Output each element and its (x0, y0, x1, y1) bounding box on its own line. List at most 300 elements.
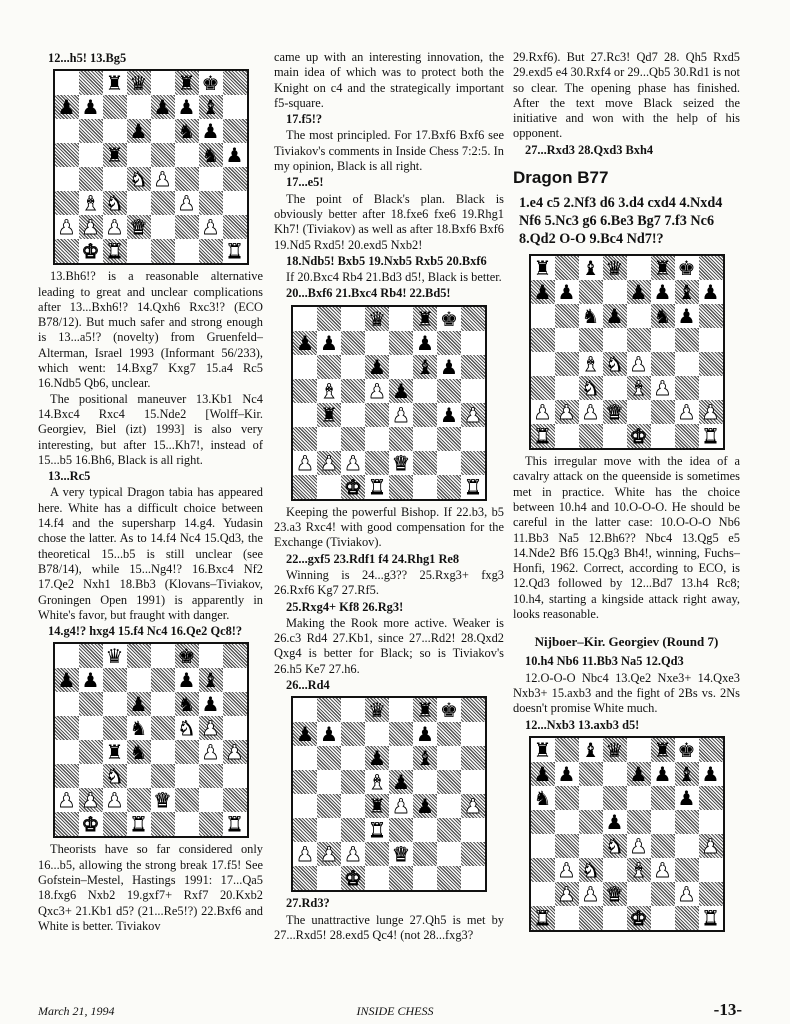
dark-square (651, 786, 675, 810)
dark-square (151, 668, 175, 692)
black-pawn-icon: ♟ (416, 330, 434, 355)
light-square (127, 191, 151, 215)
dark-square (365, 403, 389, 427)
light-square (55, 692, 79, 716)
dark-square (699, 304, 723, 328)
black-pawn-icon: ♟ (677, 785, 696, 810)
dark-square (317, 307, 341, 331)
paragraph: A very typical Dragon tabia has appeared here. White has a difficult choice between 14.f4 and the supersharp 14.g4. Yudasin chose the latter. As to 14.f4 Nc4 15.Qd3, the theoretical 15...b5 is still unclear (see B78/14), while 15...Ng4!? 16.Bxc4 Nf2 17.Qe2 Nxh1 18.Bb3 (Klovans–Tiviakov, Groningen Open 1991) is apparently in White's favor, but fraught with danger. (38, 485, 263, 622)
dark-square (389, 475, 413, 499)
dark-square (151, 764, 175, 788)
dark-square (55, 764, 79, 788)
white-pawn-icon: ♟ (201, 716, 220, 741)
black-pawn-icon: ♟ (629, 280, 648, 305)
dark-square (555, 786, 579, 810)
black-king-icon: ♚ (440, 698, 458, 723)
dark-square (103, 716, 127, 740)
light-square (365, 866, 389, 890)
dark-square (55, 716, 79, 740)
black-pawn-icon: ♟ (557, 280, 576, 305)
black-knight-icon: ♞ (177, 692, 196, 717)
dark-square (151, 239, 175, 263)
black-pawn-icon: ♟ (225, 143, 244, 168)
white-pawn-icon: ♟ (225, 740, 244, 765)
dark-square (413, 451, 437, 475)
light-square (223, 95, 247, 119)
light-square (175, 239, 199, 263)
dark-square (531, 328, 555, 352)
light-square (675, 352, 699, 376)
black-queen-icon: ♛ (105, 644, 124, 669)
black-pawn-icon: ♟ (392, 770, 410, 795)
dark-square (531, 376, 555, 400)
light-square (341, 794, 365, 818)
white-pawn-icon: ♟ (153, 167, 172, 192)
black-queen-icon: ♛ (605, 256, 624, 281)
dark-square (389, 818, 413, 842)
game-heading: Nijboer–Kir. Georgiev (Round 7) (534, 634, 719, 650)
black-knight-icon: ♞ (653, 304, 672, 329)
white-pawn-icon: ♟ (464, 794, 482, 819)
dark-square (675, 858, 699, 882)
light-square (651, 810, 675, 834)
dark-square (317, 355, 341, 379)
chess-diagram (53, 69, 249, 265)
light-square (103, 692, 127, 716)
black-pawn-icon: ♟ (296, 722, 314, 747)
dark-square (293, 866, 317, 890)
paragraph: 13.Bh6!? is a reasonable alternative leading to great and unclear complications after 13...Bxh6!? 14.Qxh6 Rxc3!? (ECO B78/12). But much safer and strong enough is 13...a5!? (novelty) from Gruenfeld–Alterman, Israel 1993 (Informant 56/233), which went: 14.Bxg7 Kxg7 15.a4 Rc5 16.Ndb5 Qb6, unclear. (38, 269, 263, 391)
light-square (293, 355, 317, 379)
light-square (223, 716, 247, 740)
light-square (151, 119, 175, 143)
white-pawn-icon: ♟ (653, 857, 672, 882)
white-bishop-icon: ♝ (629, 857, 648, 882)
dark-square (675, 376, 699, 400)
dark-square (341, 331, 365, 355)
black-knight-icon: ♞ (129, 716, 148, 741)
light-square (293, 403, 317, 427)
light-square (461, 427, 485, 451)
dark-square (127, 788, 151, 812)
paragraph: The point of Black's plan. Black is obviously better after 18.fxe6 fxe6 19.Rhg1 Kh7! (Tiviakov) as well as after 18.Bxf6 Bxf6 19.Nd5 Rxd5! 20.exd5 Nxb2! (274, 191, 504, 252)
dark-square (79, 167, 103, 191)
black-king-icon: ♚ (201, 71, 220, 96)
light-square (317, 427, 341, 451)
light-square (175, 812, 199, 836)
column-2 (274, 50, 504, 943)
chess-diagram (291, 305, 487, 501)
light-square (199, 167, 223, 191)
light-square (341, 307, 365, 331)
black-pawn-icon: ♟ (57, 95, 76, 120)
dark-square (461, 698, 485, 722)
light-square (579, 786, 603, 810)
light-square (365, 427, 389, 451)
white-pawn-icon: ♟ (629, 352, 648, 377)
chess-diagram (529, 736, 725, 932)
black-pawn-icon: ♟ (368, 354, 386, 379)
white-bishop-icon: ♝ (629, 376, 648, 401)
white-pawn-icon: ♟ (57, 215, 76, 240)
light-square (199, 788, 223, 812)
dark-square (79, 119, 103, 143)
black-pawn-icon: ♟ (440, 402, 458, 427)
black-bishop-icon: ♝ (581, 256, 600, 281)
white-pawn-icon: ♟ (533, 400, 552, 425)
dark-square (79, 644, 103, 668)
light-square (317, 475, 341, 499)
light-square (389, 698, 413, 722)
move-heading: 27.Rd3? (286, 896, 330, 911)
black-pawn-icon: ♟ (701, 761, 720, 786)
black-bishop-icon: ♝ (201, 668, 220, 693)
move-heading: 14.g4!? hxg4 15.f4 Nc4 16.Qe2 Qc8!? (48, 624, 243, 639)
light-square (175, 143, 199, 167)
white-rook-icon: ♜ (225, 812, 244, 837)
black-rook-icon: ♜ (533, 256, 552, 281)
light-square (437, 746, 461, 770)
dark-square (293, 770, 317, 794)
dark-square (579, 762, 603, 786)
light-square (55, 119, 79, 143)
dark-square (389, 331, 413, 355)
light-square (413, 866, 437, 890)
white-queen-icon: ♛ (605, 881, 624, 906)
black-king-icon: ♚ (440, 306, 458, 331)
dark-square (341, 722, 365, 746)
light-square (627, 738, 651, 762)
black-pawn-icon: ♟ (653, 280, 672, 305)
light-square (413, 770, 437, 794)
dark-square (223, 644, 247, 668)
light-square (341, 403, 365, 427)
light-square (627, 786, 651, 810)
white-rook-icon: ♜ (533, 424, 552, 449)
white-pawn-icon: ♟ (105, 215, 124, 240)
paragraph: The unattractive lunge 27.Qh5 is met by 27...Rxd5! 28.exd5 Qc4! (not 28...fxg3? (274, 912, 504, 942)
dark-square (151, 716, 175, 740)
black-pawn-icon: ♟ (153, 95, 172, 120)
opening-moves: 1.e4 c5 2.Nf3 d6 3.d4 cxd4 4.Nxd4 Nf6 5.Nc3 g6 6.Be3 Bg7 7.f3 Nc6 8.Qd2 O-O 9.Bc4 Nd7!? (519, 195, 723, 248)
light-square (603, 762, 627, 786)
white-rook-icon: ♜ (701, 905, 720, 930)
white-pawn-icon: ♟ (320, 450, 338, 475)
light-square (461, 770, 485, 794)
dark-square (531, 810, 555, 834)
white-knight-icon: ♞ (105, 191, 124, 216)
light-square (365, 722, 389, 746)
black-pawn-icon: ♟ (629, 761, 648, 786)
dark-square (293, 379, 317, 403)
black-bishop-icon: ♝ (581, 737, 600, 762)
black-rook-icon: ♜ (416, 306, 434, 331)
black-pawn-icon: ♟ (416, 722, 434, 747)
light-square (555, 328, 579, 352)
footer-magazine: INSIDE CHESS (356, 1004, 434, 1018)
black-rook-icon: ♜ (653, 256, 672, 281)
white-queen-icon: ♛ (392, 450, 410, 475)
white-pawn-icon: ♟ (557, 400, 576, 425)
light-square (413, 379, 437, 403)
white-rook-icon: ♜ (464, 474, 482, 499)
light-square (699, 328, 723, 352)
black-pawn-icon: ♟ (177, 95, 196, 120)
black-knight-icon: ♞ (177, 119, 196, 144)
light-square (603, 858, 627, 882)
dark-square (555, 256, 579, 280)
light-square (603, 328, 627, 352)
black-rook-icon: ♜ (105, 740, 124, 765)
dark-square (389, 722, 413, 746)
black-king-icon: ♚ (677, 256, 696, 281)
light-square (627, 400, 651, 424)
white-pawn-icon: ♟ (57, 788, 76, 813)
dark-square (675, 906, 699, 930)
black-rook-icon: ♜ (177, 71, 196, 96)
column-3 (513, 50, 740, 936)
white-pawn-icon: ♟ (392, 794, 410, 819)
move-heading: 25.Rxg4+ Kf8 26.Rg3! (286, 599, 404, 614)
white-knight-icon: ♞ (581, 857, 600, 882)
black-pawn-icon: ♟ (605, 304, 624, 329)
light-square (555, 906, 579, 930)
light-square (341, 355, 365, 379)
black-pawn-icon: ♟ (177, 668, 196, 693)
white-pawn-icon: ♟ (368, 378, 386, 403)
paragraph: 29.Rxf6). But 27.Rc3! Qd7 28. Qh5 Rxd5 29.exd5 e4 30.Rxf4 or 29...Qb5 30.Rd1 is not so clear. The opening phase has finished. After the text move Black seized the initiative and won with the help of his opponent. (513, 50, 740, 141)
light-square (389, 746, 413, 770)
move-heading: 22...gxf5 23.Rdf1 f4 24.Rhg1 Re8 (286, 551, 460, 566)
white-bishop-icon: ♝ (581, 352, 600, 377)
dark-square (223, 71, 247, 95)
light-square (223, 668, 247, 692)
dark-square (699, 256, 723, 280)
light-square (79, 764, 103, 788)
dark-square (627, 328, 651, 352)
dark-square (151, 143, 175, 167)
dark-square (461, 746, 485, 770)
light-square (175, 764, 199, 788)
black-rook-icon: ♜ (416, 698, 434, 723)
black-queen-icon: ♛ (605, 737, 624, 762)
light-square (531, 352, 555, 376)
white-pawn-icon: ♟ (557, 857, 576, 882)
light-square (127, 764, 151, 788)
white-pawn-icon: ♟ (557, 881, 576, 906)
dark-square (199, 764, 223, 788)
move-heading: 10.h4 Nb6 11.Bb3 Na5 12.Qd3 (525, 654, 684, 669)
black-pawn-icon: ♟ (201, 119, 220, 144)
page-number: -13- (713, 1000, 742, 1019)
dark-square (461, 842, 485, 866)
white-knight-icon: ♞ (177, 716, 196, 741)
dark-square (103, 668, 127, 692)
dark-square (199, 812, 223, 836)
black-pawn-icon: ♟ (557, 761, 576, 786)
light-square (55, 71, 79, 95)
black-pawn-icon: ♟ (129, 119, 148, 144)
light-square (531, 882, 555, 906)
black-queen-icon: ♛ (129, 71, 148, 96)
chess-diagram (529, 254, 725, 450)
black-knight-icon: ♞ (129, 740, 148, 765)
dark-square (413, 842, 437, 866)
light-square (55, 740, 79, 764)
light-square (461, 722, 485, 746)
black-pawn-icon: ♟ (129, 692, 148, 717)
dark-square (437, 866, 461, 890)
dark-square (555, 304, 579, 328)
light-square (461, 331, 485, 355)
light-square (555, 424, 579, 448)
light-square (223, 764, 247, 788)
light-square (365, 331, 389, 355)
dark-square (603, 786, 627, 810)
black-bishop-icon: ♝ (416, 354, 434, 379)
dark-square (341, 770, 365, 794)
light-square (531, 834, 555, 858)
white-pawn-icon: ♟ (201, 215, 220, 240)
black-rook-icon: ♜ (105, 143, 124, 168)
dark-square (437, 722, 461, 746)
light-square (317, 866, 341, 890)
paragraph: The most principled. For 17.Bxf6 Bxf6 see Tiviakov's comments in Inside Chess 7:2:5. In my opinion, Black is all right. (274, 128, 504, 174)
dark-square (437, 475, 461, 499)
light-square (199, 644, 223, 668)
dark-square (55, 239, 79, 263)
dark-square (675, 328, 699, 352)
white-rook-icon: ♜ (701, 424, 720, 449)
black-knight-icon: ♞ (581, 304, 600, 329)
light-square (603, 906, 627, 930)
white-pawn-icon: ♟ (320, 842, 338, 867)
move-heading: 17...e5! (286, 175, 324, 190)
chess-diagram (53, 642, 249, 838)
light-square (151, 692, 175, 716)
dark-square (579, 810, 603, 834)
move-heading: 12...Nxb3 13.axb3 d5! (525, 717, 640, 732)
light-square (127, 143, 151, 167)
light-square (293, 794, 317, 818)
dark-square (293, 475, 317, 499)
black-pawn-icon: ♟ (296, 330, 314, 355)
white-king-icon: ♚ (344, 866, 362, 891)
dark-square (79, 71, 103, 95)
light-square (151, 740, 175, 764)
white-rook-icon: ♜ (368, 818, 386, 843)
white-king-icon: ♚ (629, 905, 648, 930)
black-knight-icon: ♞ (533, 785, 552, 810)
white-pawn-icon: ♟ (344, 450, 362, 475)
dark-square (175, 167, 199, 191)
chess-diagram (291, 696, 487, 892)
dark-square (151, 812, 175, 836)
dark-square (223, 119, 247, 143)
light-square (651, 328, 675, 352)
light-square (127, 95, 151, 119)
white-pawn-icon: ♟ (296, 842, 314, 867)
light-square (389, 355, 413, 379)
dark-square (579, 906, 603, 930)
black-pawn-icon: ♟ (533, 280, 552, 305)
black-rook-icon: ♜ (533, 737, 552, 762)
dark-square (223, 167, 247, 191)
light-square (79, 143, 103, 167)
light-square (627, 256, 651, 280)
dark-square (555, 738, 579, 762)
white-pawn-icon: ♟ (677, 881, 696, 906)
dark-square (461, 307, 485, 331)
dark-square (437, 331, 461, 355)
dark-square (199, 191, 223, 215)
white-queen-icon: ♛ (129, 215, 148, 240)
light-square (531, 304, 555, 328)
black-king-icon: ♚ (177, 644, 196, 669)
white-knight-icon: ♞ (605, 352, 624, 377)
dark-square (627, 810, 651, 834)
dark-square (651, 400, 675, 424)
white-pawn-icon: ♟ (677, 400, 696, 425)
light-square (699, 376, 723, 400)
light-square (699, 810, 723, 834)
dark-square (293, 818, 317, 842)
dark-square (175, 740, 199, 764)
dark-square (223, 692, 247, 716)
dark-square (675, 810, 699, 834)
white-king-icon: ♚ (629, 424, 648, 449)
light-square (341, 746, 365, 770)
dark-square (699, 352, 723, 376)
light-square (151, 71, 175, 95)
dark-square (293, 427, 317, 451)
dark-square (175, 788, 199, 812)
light-square (437, 794, 461, 818)
light-square (461, 866, 485, 890)
dark-square (55, 143, 79, 167)
light-square (317, 818, 341, 842)
black-rook-icon: ♜ (105, 71, 124, 96)
light-square (389, 307, 413, 331)
white-pawn-icon: ♟ (296, 450, 314, 475)
dark-square (175, 215, 199, 239)
dark-square (461, 355, 485, 379)
light-square (293, 698, 317, 722)
paragraph: Winning is 24...g3?? 25.Rxg3+ fxg3 26.Rxf6 Kg7 27.Rf5. (274, 567, 504, 598)
black-pawn-icon: ♟ (57, 668, 76, 693)
black-pawn-icon: ♟ (677, 304, 696, 329)
light-square (603, 280, 627, 304)
dark-square (341, 818, 365, 842)
paragraph: came up with an interesting innovation, the main idea of which was to protect both the Knight on c4 and the strategically important f5-square. (274, 50, 504, 110)
dark-square (675, 424, 699, 448)
dark-square (461, 451, 485, 475)
light-square (103, 119, 127, 143)
light-square (55, 167, 79, 191)
white-pawn-icon: ♟ (81, 788, 100, 813)
black-pawn-icon: ♟ (368, 746, 386, 771)
white-king-icon: ♚ (81, 812, 100, 837)
light-square (103, 167, 127, 191)
light-square (413, 475, 437, 499)
black-rook-icon: ♜ (368, 794, 386, 819)
dark-square (79, 740, 103, 764)
paragraph: The positional maneuver 13.Kb1 Nc4 14.Bxc4 Rxc4 15.Nde2 [Wolff–Kir. Georgiev, Biel (izt) 1993] is also very interesting, but after 15...Kh7!, instead of 15...b5 16.Bh6, Black is all right. (38, 391, 263, 467)
black-queen-icon: ♛ (368, 698, 386, 723)
white-queen-icon: ♛ (605, 400, 624, 425)
light-square (651, 906, 675, 930)
dark-square (437, 379, 461, 403)
